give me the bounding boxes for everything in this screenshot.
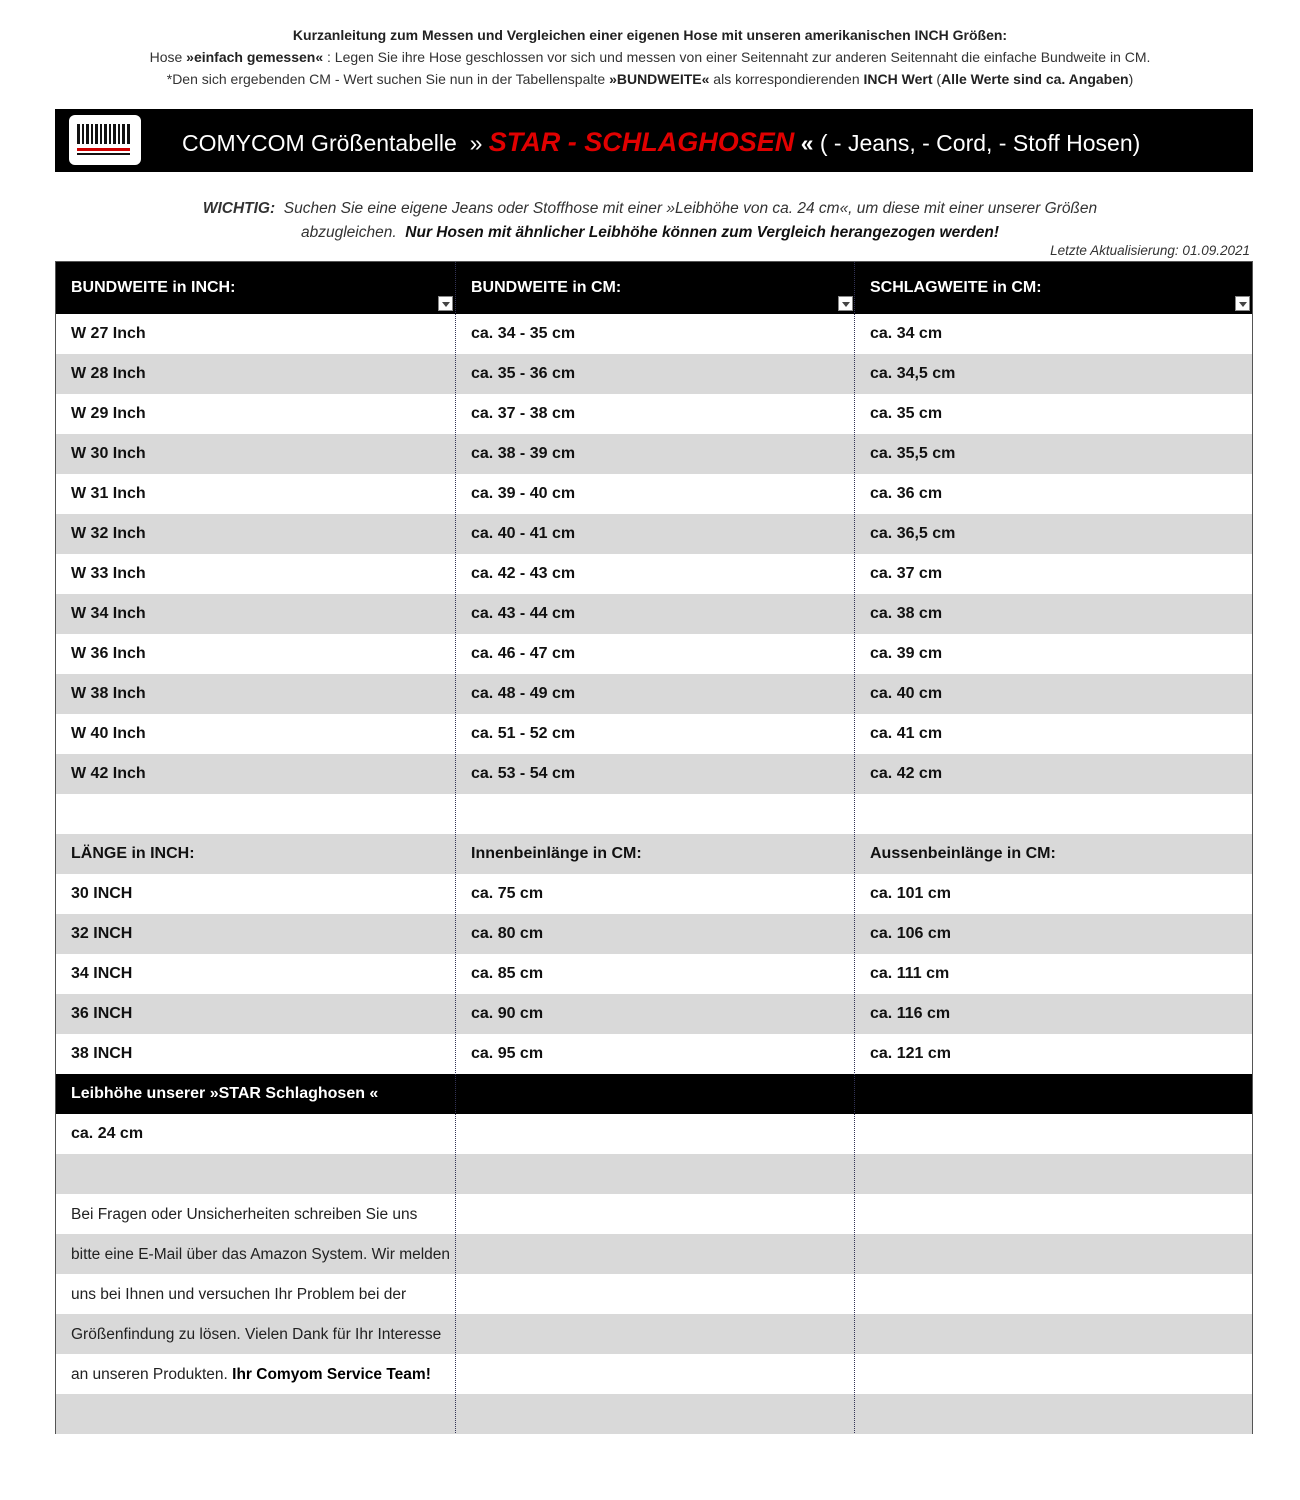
table-cell: ca. 37 cm [870,565,943,582]
table-cell: 32 INCH [71,925,133,942]
table-cell [855,1194,1252,1234]
table-cell: W 30 Inch [71,445,146,462]
table-cell: W 31 Inch [71,485,146,502]
table-cell: ca. 34 cm [870,325,943,342]
table-cell: 36 INCH [71,1005,133,1022]
table-cell: ca. 46 - 47 cm [471,645,576,662]
table-cell: Aussenbeinlänge in CM: [870,845,1056,862]
important-note: WICHTIG: Suchen Sie eine eigene Jeans oder Stoffhose mit einer »Leibhöhe von ca. 24 cm«, um diese mit einer unserer Größen abzugleichen. Nur Hosen mit ähnlicher Leibhöhe können zum Vergleich herangezogen werden! [202,200,1098,241]
table-cell [855,1274,1252,1314]
intro-line-3: *Den sich ergebenden CM - Wert suchen Sie nun in der Tabellenspalte »BUNDWEITE« als korrespondierenden INCH Wert (Alle Werte sind ca. Angaben) [166,71,1134,87]
table-cell: W 38 Inch [71,685,146,702]
table-cell: ca. 75 cm [471,885,544,902]
table-cell: ca. 34,5 cm [870,365,956,382]
table-cell: ca. 39 cm [870,645,943,662]
filter-dropdown-icon[interactable] [438,296,453,311]
table-cell: Größenfindung zu lösen. Vielen Dank für Ihr Interesse [71,1325,442,1343]
table-cell: ca. 116 cm [870,1005,951,1022]
table-cell: W 36 Inch [71,645,146,662]
barcode-logo-icon [69,115,141,165]
table-cell: ca. 36,5 cm [870,525,956,542]
table-cell: ca. 111 cm [870,965,950,982]
length-row [56,914,1252,954]
title-banner [55,109,1253,172]
waist-row [56,754,1252,794]
table-cell: ca. 40 - 41 cm [471,525,576,542]
table-cell: ca. 37 - 38 cm [471,405,576,422]
table-cell: LÄNGE in INCH: [71,845,195,862]
length-row [56,954,1252,994]
table-cell: ca. 34 - 35 cm [471,325,576,342]
table-cell: ca. 39 - 40 cm [471,485,576,502]
column-divider [854,262,855,1433]
waist-row [56,434,1252,474]
table-cell: bitte eine E-Mail über das Amazon System. Wir melden [71,1245,451,1263]
table-cell: ca. 48 - 49 cm [471,685,576,702]
table-cell: Innenbeinlänge in CM: [471,845,642,862]
table-cell: Bei Fragen oder Unsicherheiten schreiben Sie uns [71,1205,418,1223]
table-cell: an unseren Produkten. Ihr Comyom Service Team! [71,1365,431,1383]
table-cell: 34 INCH [71,965,133,982]
table-cell: W 28 Inch [71,365,146,382]
table-header-row [56,262,1252,314]
waist-row [56,354,1252,394]
table-cell: 30 INCH [71,885,133,902]
table-cell [456,1074,855,1114]
table-cell [456,1234,855,1274]
table-cell [456,1154,855,1194]
waist-row [56,714,1252,754]
length-row [56,874,1252,914]
table-cell [456,794,855,834]
table-cell [855,1114,1252,1154]
table-cell: ca. 80 cm [471,925,544,942]
table-cell: ca. 85 cm [471,965,544,982]
table-cell: ca. 121 cm [870,1045,951,1062]
table-cell: ca. 35,5 cm [870,445,956,462]
header-waist-cm: BUNDWEITE in CM: [456,262,855,314]
waist-row [56,514,1252,554]
size-table [55,261,1253,1434]
table-cell: ca. 35 cm [870,405,943,422]
table-cell: ca. 90 cm [471,1005,544,1022]
table-cell [456,1114,855,1154]
waist-row [56,314,1252,354]
table-cell: ca. 95 cm [471,1045,544,1062]
intro-instructions [0,24,1300,90]
table-cell: W 29 Inch [71,405,146,422]
header-waist-inch: BUNDWEITE in INCH: [56,262,455,314]
note-row [56,1274,1252,1314]
spacer-row [56,1394,1252,1434]
table-cell: uns bei Ihnen und versuchen Ihr Problem bei der [71,1285,407,1303]
spacer-row [56,1154,1252,1194]
waist-row [56,394,1252,434]
table-cell [855,1154,1252,1194]
table-cell [855,794,1252,834]
table-cell: ca. 43 - 44 cm [471,605,576,622]
column-divider [455,262,456,1433]
last-updated: Letzte Aktualisierung: 01.09.2021 [1050,243,1250,258]
table-cell [855,1354,1252,1394]
table-cell: W 27 Inch [71,325,146,342]
header-flare-cm: SCHLAGWEITE in CM: [855,262,1252,314]
table-cell [56,794,455,834]
waist-row [56,674,1252,714]
table-cell [855,1314,1252,1354]
note-row [56,1354,1252,1394]
note-row [56,1314,1252,1354]
length-row [56,994,1252,1034]
table-cell: W 32 Inch [71,525,146,542]
intro-line-2: Hose »einfach gemessen« : Legen Sie ihre Hose geschlossen vor sich und messen von einer Seitennaht zur anderen Seitennaht die einfache Bundweite in CM. [149,49,1151,65]
table-cell: ca. 40 cm [870,685,943,702]
table-cell: ca. 24 cm [71,1125,144,1142]
length-header-row [56,834,1252,874]
table-cell: ca. 36 cm [870,485,943,502]
table-cell [56,1154,455,1194]
filter-dropdown-icon[interactable] [1235,296,1250,311]
table-cell [855,1074,1252,1114]
table-cell: ca. 51 - 52 cm [471,725,576,742]
table-cell: ca. 42 - 43 cm [471,565,576,582]
table-cell: W 33 Inch [71,565,146,582]
note-row [56,1234,1252,1274]
waist-row [56,634,1252,674]
table-cell [56,1394,455,1434]
table-cell: ca. 35 - 36 cm [471,365,576,382]
filter-dropdown-icon[interactable] [838,296,853,311]
table-cell: ca. 38 cm [870,605,943,622]
table-cell [456,1194,855,1234]
table-cell [456,1394,855,1434]
rise-value-row [56,1114,1252,1154]
intro-heading: Kurzanleitung zum Messen und Vergleichen einer eigenen Hose mit unseren amerikanischen INCH Größen: [292,27,1008,43]
table-cell: W 42 Inch [71,765,146,782]
table-cell [456,1354,855,1394]
waist-row [56,594,1252,634]
note-row [56,1194,1252,1234]
table-cell: W 40 Inch [71,725,146,742]
waist-row [56,554,1252,594]
table-cell [456,1314,855,1354]
waist-row [56,474,1252,514]
table-cell: 38 INCH [71,1045,133,1062]
rise-header-row [56,1074,1252,1114]
table-cell: ca. 38 - 39 cm [471,445,576,462]
table-cell: ca. 53 - 54 cm [471,765,576,782]
table-cell: ca. 41 cm [870,725,943,742]
table-cell [855,1394,1252,1434]
table-cell: ca. 101 cm [870,885,951,902]
length-row [56,1034,1252,1074]
table-cell: W 34 Inch [71,605,146,622]
table-cell: ca. 42 cm [870,765,943,782]
table-cell [456,1274,855,1314]
spacer-row [56,794,1252,834]
table-cell [855,1234,1252,1274]
table-cell: Leibhöhe unserer »STAR Schlaghosen « [71,1085,379,1102]
table-cell: ca. 106 cm [870,925,951,942]
banner-title: COMYCOM Größentabelle » STAR - SCHLAGHOSEN « ( - Jeans, - Cord, - Stoff Hosen) [182,127,1141,157]
